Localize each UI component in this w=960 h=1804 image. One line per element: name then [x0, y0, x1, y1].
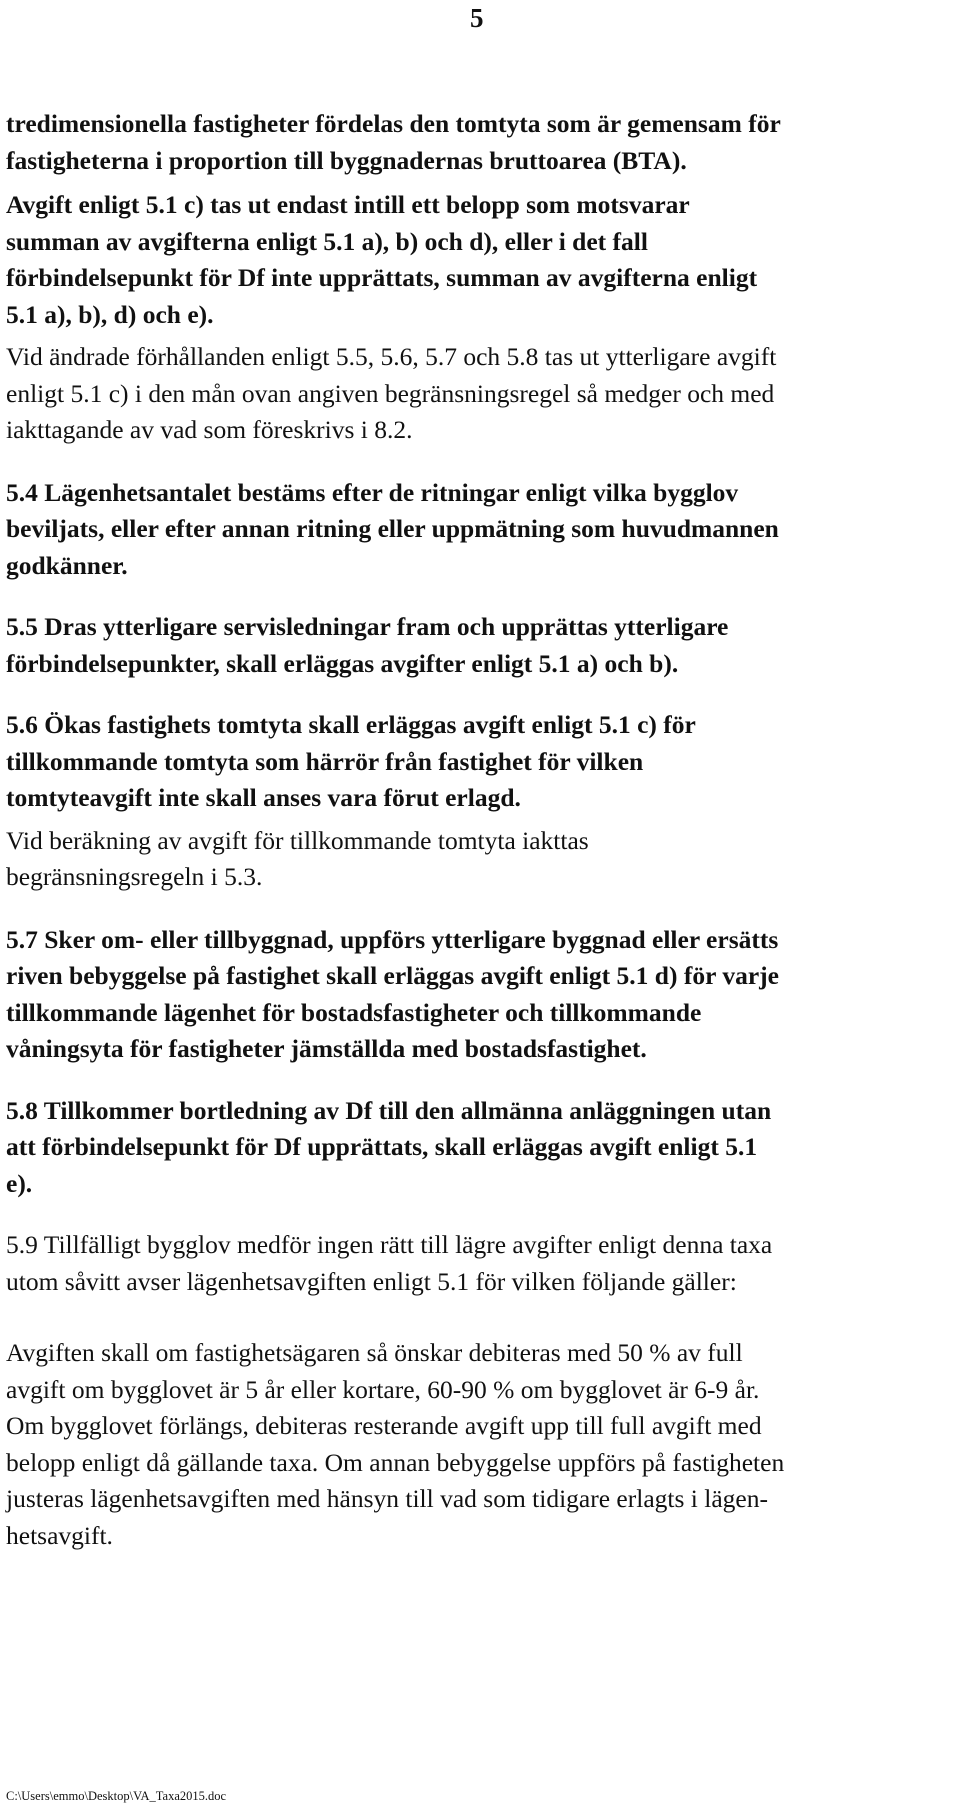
footer-file-path: C:\Users\emmo\Desktop\VA_Taxa2015.doc — [6, 1789, 227, 1803]
paragraph-changed-conditions: Vid ändrade förhållanden enligt 5.5, 5.6, 5.7 och 5.8 tas ut ytterligare avgift enligt 5.1 c) i den mån ovan angiven begränsningsregel så medger och med iakttagande av vad som föreskrivs i 8.2. — [6, 342, 777, 444]
paragraph-5-7: 5.7 Sker om- eller tillbyggnad, uppförs ytterligare byggnad eller ersätts riven bebyggelse på fastighet skall erläggas avgift enligt 5.1 d) för varje tillkommande lägenhet för bostadsfastigheter och tillkommande våningsyta för fastigheter jämställda med bostadsfastighet. — [6, 924, 779, 1063]
paragraph-fee-cap: Avgift enligt 5.1 c) tas ut endast intill ett belopp som motsvarar summan av avgifterna enligt 5.1 a), b) och d), eller i det fall förbindelsepunkt för Df inte upprättats, summan av avgifterna enligt 5.1 a), b), d) och e). — [6, 190, 758, 329]
paragraph-5-8: 5.8 Tillkommer bortledning av Df till den allmänna anläggningen utan att förbindelsepunkt för Df upprättats, skall erläggas avgift enligt 5.1 e). — [6, 1095, 772, 1198]
document-body — [6, 106, 956, 1554]
paragraph-5-5: 5.5 Dras ytterligare servisledningar fram och upprättas ytterligare förbindelsepunkter, skall erläggas avgifter enligt 5.1 a) och b). — [6, 612, 729, 678]
paragraph-5-6-note: Vid beräkning av avgift för tillkommande tomtyta iakttas begränsningsregeln i 5.3. — [6, 825, 589, 891]
paragraph-temporary-permit-fee: Avgiften skall om fastighetsägaren så önskar debiteras med 50 % av full avgift om bygglovet är 5 år eller kortare, 60-90 % om bygglovet är 6-9 år. Om bygglovet förlängs, debiteras resterande avgift upp till full avgift med belopp enligt då gällande taxa. Om annan bebyggelse uppförs på fastigheten justeras lägenhetsavgiften med hänsyn till vad som tidigare erlagts i lägen- hetsavgift. — [6, 1338, 785, 1550]
paragraph-5-4: 5.4 Lägenhetsantalet bestäms efter de ritningar enligt vilka bygglov beviljats, eller efter annan ritning eller uppmätning som huvudmannen godkänner. — [6, 477, 779, 580]
paragraph-5-9: 5.9 Tillfälligt bygglov medför ingen rätt till lägre avgifter enligt denna taxa utom såvitt avser lägenhetsavgiften enligt 5.1 för vilken följande gäller: — [6, 1230, 773, 1296]
paragraph-5-6: 5.6 Ökas fastighets tomtyta skall erläggas avgift enligt 5.1 c) för tillkommande tomtyta som härrör från fastighet för vilken tomtyteavgift inte skall anses vara förut erlagd. — [6, 710, 696, 812]
paragraph-bta-allocation: tredimensionella fastigheter fördelas den tomtyta som är gemensam för fastigheterna i proportion till byggnadernas bruttoarea (BTA). — [6, 109, 781, 175]
page-number: 5 — [470, 3, 484, 33]
